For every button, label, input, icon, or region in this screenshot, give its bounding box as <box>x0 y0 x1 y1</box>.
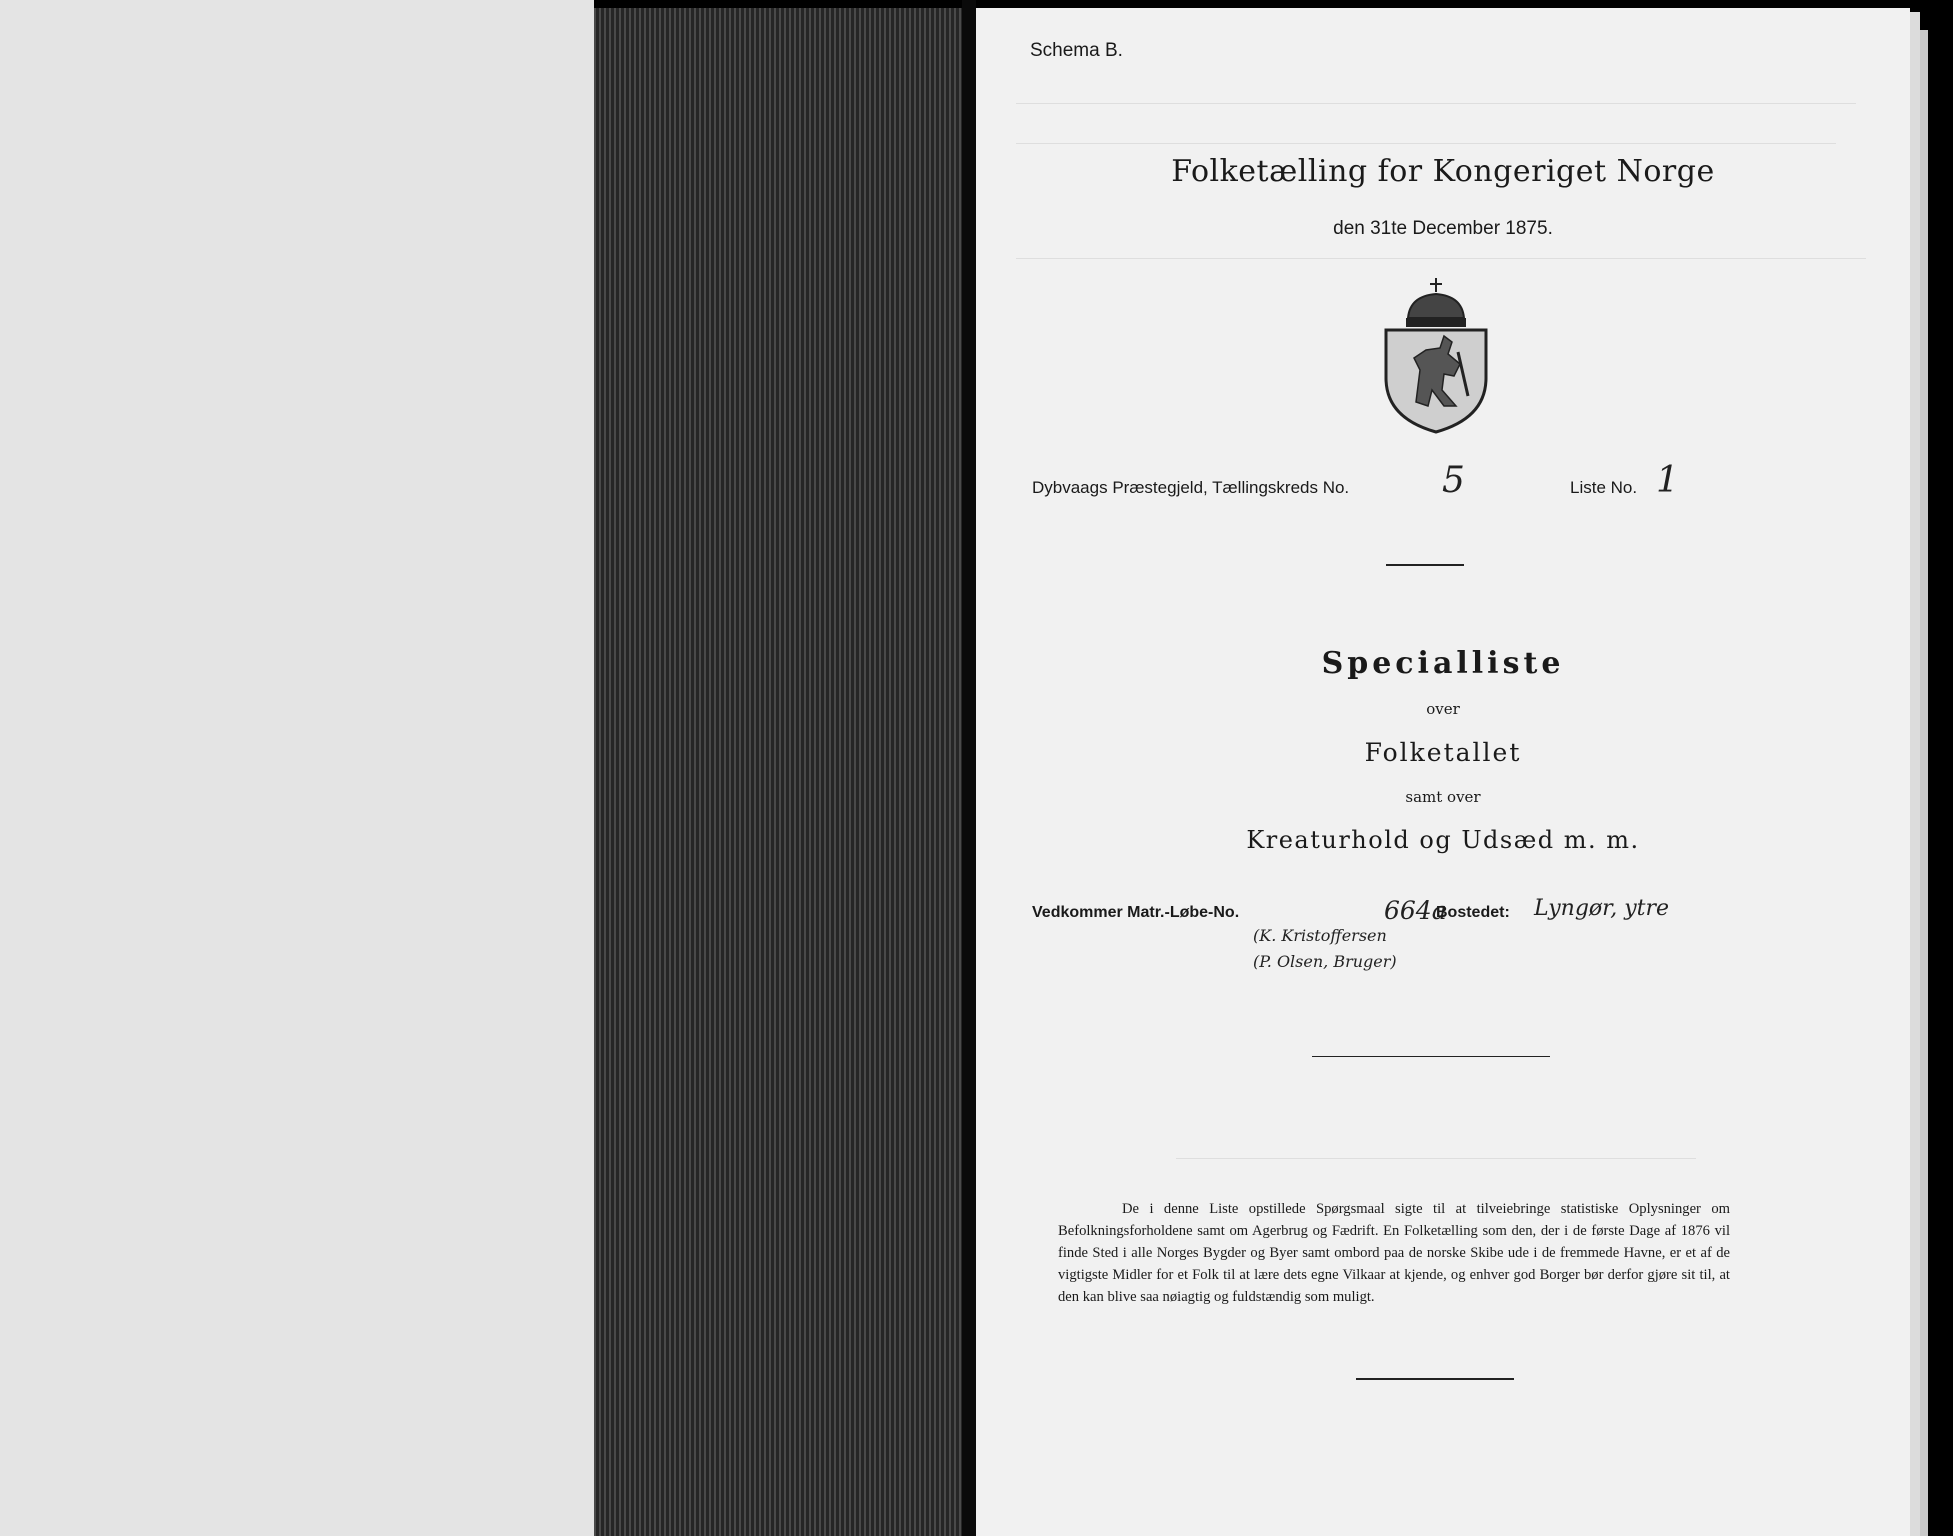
page-title: Folketælling for Kongeriget Norge <box>1171 154 1715 189</box>
bosted-label: Bostedet: <box>1436 904 1510 921</box>
matr-label: Vedkommer Matr.-Løbe-No. <box>1032 904 1240 921</box>
liste-label: Liste No. <box>1570 478 1638 497</box>
left-blank-page <box>0 0 594 1536</box>
coat-of-arms-icon <box>1380 278 1492 434</box>
page-edge <box>1928 60 1953 1536</box>
spine-gap <box>962 0 976 1536</box>
over-text: over <box>1426 700 1460 718</box>
kreaturhold-heading: Kreaturhold og Udsæd m. m. <box>1246 826 1640 854</box>
info-paragraph-text: De i denne Liste opstillede Spørgsmaal sigte til at tilveiebringe statistiske Oplysninger om Befolkningsforholdene samt om Agerbrug og Fædrift. En Folketælling som den, der i de første Dage af 1876 vil finde Sted i alle Norges Bygder og Byer samt ombord paa de norske Skibe ude i de fremmede Havne, er et af de vigtigste Midler for et Folk til at lære dets egne Vilkaar at kjende, og enhver god Borger bør derfor gjøre sit til, at den kan blive saa nøiagtig og fuldstændig som muligt. <box>1058 1201 1730 1305</box>
owner-line-1: (K. Kristoffersen <box>1253 926 1387 945</box>
samt-over-text: samt over <box>1405 788 1481 806</box>
divider <box>1312 1056 1550 1057</box>
divider <box>1386 564 1464 566</box>
owner-line-2: (P. Olsen, Bruger) <box>1253 952 1397 971</box>
district-label: Dybvaags Præstegjeld, Tællingskreds No. <box>1032 478 1350 497</box>
page-edge <box>1920 30 1928 1536</box>
matr-number: 664a <box>1384 896 1447 925</box>
specialliste-heading: Specialliste <box>1321 646 1565 681</box>
bosted-value: Lyngør, ytre <box>1534 896 1670 921</box>
book-spine <box>594 8 968 1536</box>
district-number: 5 <box>1442 460 1465 501</box>
folketallet-heading: Folketallet <box>1364 738 1522 767</box>
page-edge <box>1910 12 1920 1536</box>
schema-label: Schema B. <box>1030 40 1123 61</box>
divider <box>1356 1378 1514 1380</box>
liste-number: 1 <box>1656 460 1679 501</box>
info-paragraph <box>1058 1198 1730 1308</box>
census-date: den 31te December 1875. <box>1333 218 1553 239</box>
